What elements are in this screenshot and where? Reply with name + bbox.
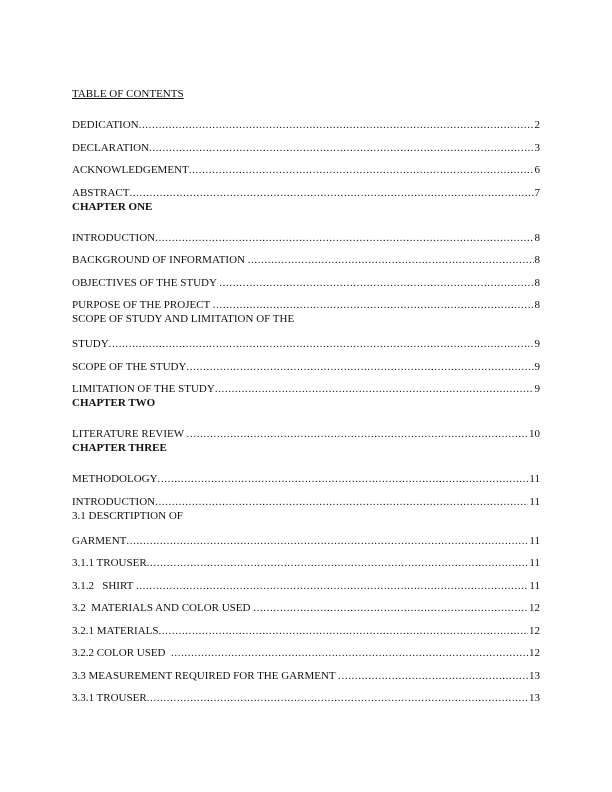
entry-label: ACKNOWLEDGEMENT — [72, 164, 189, 176]
toc-entry-description-of-garment[interactable] — [72, 509, 540, 548]
page-number: 12 — [529, 647, 540, 659]
entry-label: LIMITATION OF THE STUDY — [72, 383, 215, 395]
page-number: 11 — [529, 534, 540, 547]
toc-entry-methodology[interactable] — [72, 464, 540, 487]
entry-label: 3.3 MEASUREMENT REQUIRED FOR THE GARMENT — [72, 669, 339, 682]
toc-entry-trouser-measurement[interactable] — [72, 683, 540, 706]
dot-leader — [149, 141, 534, 155]
page-number: 11 — [529, 557, 540, 569]
toc-entry-shirt[interactable] — [72, 570, 540, 593]
dot-leader — [248, 253, 534, 267]
dot-leader — [126, 534, 528, 548]
toc-entry-literature-review[interactable] — [72, 419, 540, 442]
entry-label: 3.1.2 SHIRT — [72, 579, 136, 592]
entry-second-line — [72, 526, 540, 548]
entry-label: ABSTRACT — [72, 186, 130, 199]
dot-leader — [189, 163, 534, 177]
entry-label: SCOPE OF THE STUDY — [72, 360, 187, 373]
entry-label: 3.3.1 TROUSER — [72, 692, 147, 704]
entry-label: PURPOSE OF THE PROJECT — [72, 299, 213, 311]
page-number: 13 — [529, 669, 540, 682]
dot-leader — [187, 427, 528, 441]
entry-label: 3.2 MATERIALS AND COLOR USED — [72, 602, 254, 614]
page-number: 8 — [534, 299, 540, 311]
toc-entry-scope[interactable] — [72, 351, 540, 374]
page-number: 8 — [534, 276, 540, 289]
page-number: 8 — [534, 231, 540, 244]
toc-entry-materials[interactable] — [72, 615, 540, 638]
dot-leader — [147, 691, 528, 705]
entry-second-line — [72, 329, 540, 351]
dot-leader — [129, 186, 533, 200]
entry-label: 3.2.1 MATERIALS — [72, 624, 159, 637]
entry-label: DECLARATION — [72, 141, 149, 154]
dot-leader — [215, 382, 534, 396]
dot-leader — [253, 601, 528, 615]
toc-entry-declaration[interactable] — [72, 132, 540, 155]
dot-leader — [155, 231, 533, 245]
entry-label: BACKGROUND OF INFORMATION — [72, 254, 248, 266]
toc-entry-measurement[interactable] — [72, 660, 540, 683]
dot-leader — [219, 276, 533, 290]
toc-entry-trouser[interactable] — [72, 548, 540, 571]
page-number: 7 — [534, 186, 540, 199]
toc-entry-background[interactable] — [72, 245, 540, 268]
dot-leader — [213, 298, 534, 312]
page-number: 8 — [534, 254, 540, 266]
chapter-three-heading: CHAPTER THREE — [72, 442, 167, 454]
entry-label: INTRODUCTION — [72, 231, 156, 244]
toc-title: TABLE OF CONTENTS — [72, 88, 184, 100]
toc-entry-limitation[interactable] — [72, 374, 540, 397]
entry-label: INTRODUCTION — [72, 495, 156, 508]
page-number: 13 — [529, 692, 540, 704]
toc-entry-scope-and-limitation[interactable] — [72, 312, 540, 351]
toc-entry-introduction-ch3[interactable] — [72, 486, 540, 509]
entry-label: 3.2.2 COLOR USED — [72, 647, 172, 659]
entry-label-line1: 3.1 DESCRTIPTION OF — [72, 509, 183, 522]
toc-entry-objectives[interactable] — [72, 267, 540, 290]
page-number: 12 — [529, 602, 540, 614]
entry-label: DEDICATION — [72, 119, 139, 131]
entry-label-line1: SCOPE OF STUDY AND LIMITATION OF THE — [72, 313, 295, 325]
dot-leader — [158, 472, 529, 486]
page-number: 9 — [534, 360, 540, 373]
page-number: 6 — [534, 164, 540, 176]
toc-entry-color-used[interactable] — [72, 638, 540, 661]
dot-leader — [109, 337, 534, 351]
toc-entry-abstract[interactable] — [72, 177, 540, 200]
entry-label: LITERATURE REVIEW — [72, 428, 187, 440]
page-number: 9 — [534, 383, 540, 395]
dot-leader — [136, 579, 528, 593]
entry-label: OBJECTIVES OF THE STUDY — [72, 276, 220, 289]
entry-label-line2: GARMENT — [72, 534, 127, 547]
toc-entry-dedication[interactable] — [72, 110, 540, 133]
chapter-one-heading: CHAPTER ONE — [72, 200, 153, 213]
dot-leader — [186, 360, 533, 374]
dot-leader — [158, 624, 528, 638]
toc-entry-materials-and-color[interactable] — [72, 593, 540, 616]
entry-label-line2: STUDY — [72, 338, 109, 350]
page-number: 11 — [529, 495, 540, 508]
page-number: 11 — [529, 473, 540, 485]
entry-label: METHODOLOGY — [72, 473, 158, 485]
page-number: 10 — [529, 428, 540, 440]
page-number: 11 — [529, 579, 540, 592]
dot-leader — [139, 118, 534, 132]
toc-entry-introduction[interactable] — [72, 222, 540, 245]
chapter-two-heading: CHAPTER TWO — [72, 397, 156, 409]
page-number: 3 — [534, 141, 540, 154]
toc-entry-purpose[interactable] — [72, 290, 540, 313]
page-number: 2 — [534, 119, 540, 131]
dot-leader — [155, 495, 528, 509]
entry-label: 3.1.1 TROUSER — [72, 557, 147, 569]
toc-entry-acknowledgement[interactable] — [72, 155, 540, 178]
page-number: 9 — [534, 338, 540, 350]
dot-leader — [171, 646, 528, 660]
page-number: 12 — [529, 624, 540, 637]
dot-leader — [147, 556, 529, 570]
table-of-contents — [72, 87, 540, 705]
dot-leader — [338, 669, 528, 683]
